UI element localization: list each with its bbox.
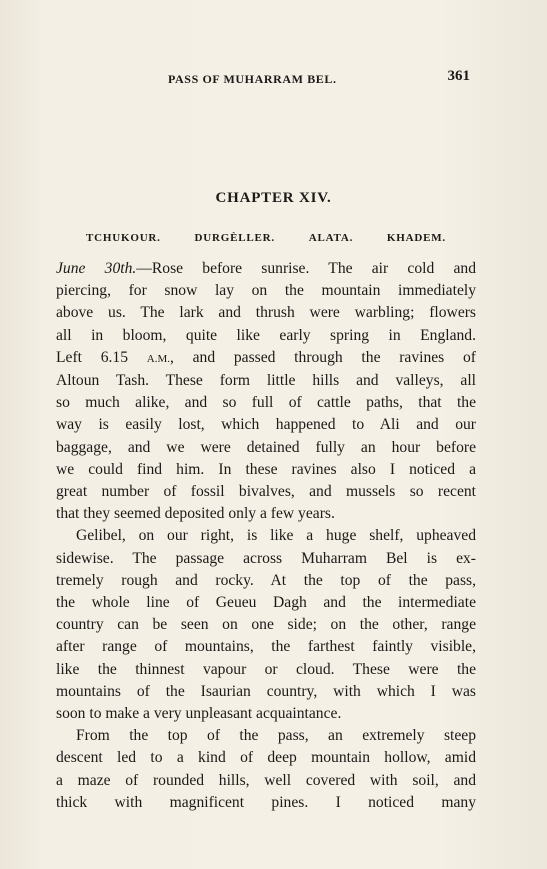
text-line: a maze of rounded hills, well covered with soil, and bbox=[56, 771, 476, 789]
entry-date: June 30th. bbox=[56, 260, 137, 277]
running-head: PASS OF MUHARRAM BEL. bbox=[168, 72, 337, 86]
text-line: From the top of the pass, an extremely steep bbox=[76, 727, 476, 745]
text-line: descent led to a kind of deep mountain hollow, amid bbox=[56, 749, 476, 767]
text-line: way is easily lost, which happened to Ali and our bbox=[56, 416, 476, 434]
text-line: above us. The lark and thrush were warbling; flowers bbox=[56, 304, 476, 322]
text-line: like the thinnest vapour or cloud. These were the bbox=[56, 660, 476, 678]
text-line: mountains of the Isaurian country, with which I was bbox=[56, 682, 476, 700]
text-line: great number of fossil bivalves, and mussels so recent bbox=[56, 483, 476, 501]
subtitle-place-1: TCHUKOUR. bbox=[86, 232, 161, 244]
chapter-title: CHAPTER XIV. bbox=[215, 190, 332, 206]
text-line: the whole line of Geueu Dagh and the intermediate bbox=[56, 594, 476, 612]
text-line: tremely rough and rocky. At the top of the pass, bbox=[56, 571, 476, 589]
text-line: Left 6.15 A.M., and passed through the ravines of bbox=[56, 348, 476, 366]
text-line: that they seemed deposited only a few years. bbox=[56, 505, 335, 523]
body-text bbox=[56, 258, 476, 814]
text-line: we could find him. In these ravines also I noticed a bbox=[56, 460, 476, 478]
text-line: thick with magnificent pines. I noticed many bbox=[56, 793, 476, 811]
text-line: so much alike, and so full of cattle paths, that the bbox=[56, 394, 476, 412]
text-line: after range of mountains, the farthest faintly visible, bbox=[56, 638, 476, 656]
subtitle-place-2: DURGÈLLER. bbox=[194, 232, 275, 244]
text-line: soon to make a very unpleasant acquaintance. bbox=[56, 705, 342, 723]
text-line: Altoun Tash. These form little hills and valleys, all bbox=[56, 372, 476, 390]
subtitle-place-3: ALATA. bbox=[308, 232, 354, 244]
text-line: baggage, and we were detained fully an hour before bbox=[56, 438, 476, 456]
text-line: June 30th.—Rose before sunrise. The air cold and bbox=[56, 260, 476, 277]
time-am: A.M. bbox=[146, 352, 170, 365]
text-line: all in bloom, quite like early spring in England. bbox=[56, 326, 476, 344]
text-line: sidewise. The passage across Muharram Bel is ex- bbox=[56, 549, 476, 567]
subtitle-place-4: KHADEM. bbox=[386, 232, 446, 244]
page-number: 361 bbox=[447, 68, 470, 84]
text-line: Gelibel, on our right, is like a huge shelf, upheaved bbox=[76, 527, 476, 545]
chapter-subtitle bbox=[86, 232, 446, 244]
text-line: piercing, for snow lay on the mountain immediately bbox=[56, 282, 476, 300]
page-header bbox=[56, 66, 476, 90]
text-line: country can be seen on one side; on the other, range bbox=[56, 616, 476, 634]
